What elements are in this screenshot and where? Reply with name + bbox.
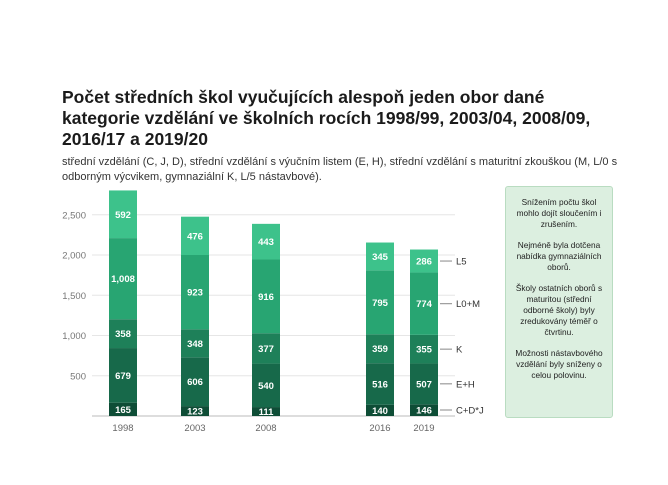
legend-label: L0+M [456, 299, 481, 311]
data-label: 795 [372, 297, 388, 309]
data-label: 592 [115, 209, 131, 221]
x-tick-label: 2016 [369, 423, 391, 434]
legend-label: E+H [456, 379, 475, 391]
y-tick-label: 500 [70, 371, 86, 383]
annotation-box [505, 186, 613, 418]
data-label: 507 [416, 379, 432, 391]
legend-label: L5 [456, 256, 467, 268]
annotation-note-2: Nejméně byla dotčena nabídka gymnaziálních oborů. [516, 240, 602, 272]
data-label: 358 [115, 329, 131, 341]
data-label: 111 [258, 407, 274, 419]
data-label: 1,008 [111, 274, 135, 286]
data-label: 443 [258, 237, 274, 249]
annotation-note-1: Snížením počtu škol mohlo dojít sloučením i zrušením. [516, 197, 602, 229]
y-tick-label: 1,500 [62, 290, 86, 302]
legend-label: K [456, 344, 463, 356]
data-label: 476 [187, 231, 203, 243]
data-label: 774 [416, 299, 432, 311]
data-label: 345 [372, 251, 388, 263]
y-tick-label: 2,000 [62, 250, 86, 262]
data-label: 377 [258, 343, 274, 355]
data-label: 140 [372, 405, 388, 417]
data-label: 286 [416, 256, 432, 268]
data-label: 540 [258, 380, 274, 392]
x-tick-label: 2019 [413, 423, 435, 434]
annotation-note-3: Školy ostatních oborů s maturitou (střední odborné školy) byly zredukovány téměř o čtvrtinu. [515, 283, 603, 337]
data-label: 359 [372, 344, 388, 356]
data-label: 355 [416, 344, 432, 356]
data-label: 123 [187, 406, 203, 418]
y-tick-label: 1,000 [62, 331, 86, 342]
chart-title: Počet středních škol vyučujících alespoň jeden obor dané kategorie vzdělání ve školních rocích 1998/99, 2003/04, 2008/09, 2016/17 a 2019/20 [62, 87, 591, 149]
x-tick-label: 2003 [184, 423, 206, 434]
chart-subtitle: střední vzdělání (C, J, D), střední vzdělání s výučním listem (E, H), střední vzdělání s maturitní zkouškou (M, L/0 s odborným výcvikem, gymnaziální K, L/5 nástavbové). [62, 156, 618, 183]
data-label: 923 [187, 287, 203, 299]
data-label: 165 [115, 404, 131, 416]
data-label: 679 [115, 370, 131, 382]
x-tick-label: 2008 [255, 423, 277, 434]
data-label: 916 [258, 291, 274, 303]
data-label: 348 [187, 338, 203, 350]
annotation-note-4: Možnosti nástavbového vzdělání byly sníženy o celou polovinu. [515, 348, 603, 380]
y-tick-label: 2,500 [62, 210, 86, 222]
data-label: 606 [187, 377, 203, 389]
x-tick-label: 1998 [112, 423, 134, 434]
data-label: 516 [372, 379, 388, 391]
legend-label: C+D*J [456, 405, 484, 417]
data-label: 146 [416, 405, 432, 417]
